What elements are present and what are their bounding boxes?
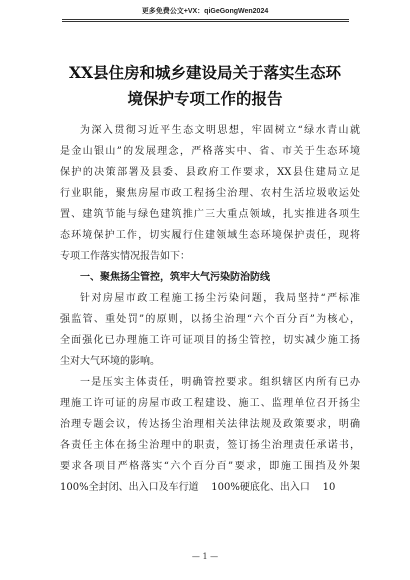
paragraph-line: 专项工作落实情况报告如下：	[60, 251, 190, 262]
paragraph-line: 各责任主体在扬尘治理中的职责，签订扬尘治理责任承诺书，	[60, 440, 360, 451]
paragraph-line: 一是压实主体责任，明确管控要求。组织辖区内所有已办	[80, 377, 360, 388]
paragraph-line: 行业职能，聚焦房屋市政工程扬尘治理、农村生活垃圾收运处	[60, 188, 360, 199]
title-line-2: 境保护专项工作的报告	[127, 89, 283, 108]
paragraph-line: 针对房屋市政工程施工扬尘污染问题，我局坚持“严标准	[80, 293, 360, 304]
paragraph-line: 尘对大气环境的影响。	[60, 356, 160, 367]
paragraph-line: 治理专题会议，传达扬尘治理相关法律法规及政策要求，明确	[60, 419, 360, 430]
paragraph-line: 理施工许可证的房屋市政工程建设、施工、监理单位召开扬尘	[60, 398, 360, 409]
paragraph-line: 保护的决策部署及县委、县政府工作要求，XX县住建局立足	[60, 167, 360, 178]
section-heading: 一、聚焦扬尘管控，筑牢大气污染防治防线	[80, 272, 270, 283]
paragraph-line: 置、建筑节能与绿色建筑推广三大重点领域，扎实推进各项生	[60, 209, 360, 220]
paragraph-line: 100%全封闭、出入口及车行道 100%硬底化、出入口 10	[60, 482, 336, 493]
paragraph-line: 是金山银山”的发展理念，严格落实中、省、市关于生态环境	[60, 146, 360, 157]
paragraph-line: 强监管、重处罚”的原则，以扬尘治理“六个百分百”为核心，	[60, 314, 360, 325]
paragraph-line: 全面强化已办理施工许可证项目的扬尘管控，切实减少施工扬	[60, 335, 360, 346]
header-text: 更多免费公文+VX：qiGeGongWen2024	[141, 8, 269, 15]
paragraph-line: 为深入贯彻习近平生态文明思想，牢固树立“绿水青山就	[80, 125, 360, 136]
paragraph-line: 态环境保护工作，切实履行住建领域生态环境保护责任，现将	[60, 230, 360, 241]
header-rule-top	[62, 19, 349, 20]
document-title	[52, 60, 358, 112]
paragraph-line: 要求各项目严格落实“六个百分百”要求，即施工围挡及外架	[60, 461, 360, 472]
title-line-1: XX县住房和城乡建设局关于落实生态环	[68, 63, 342, 82]
page-number: — 1 —	[191, 552, 219, 561]
header-rule-bottom	[62, 21, 349, 22]
